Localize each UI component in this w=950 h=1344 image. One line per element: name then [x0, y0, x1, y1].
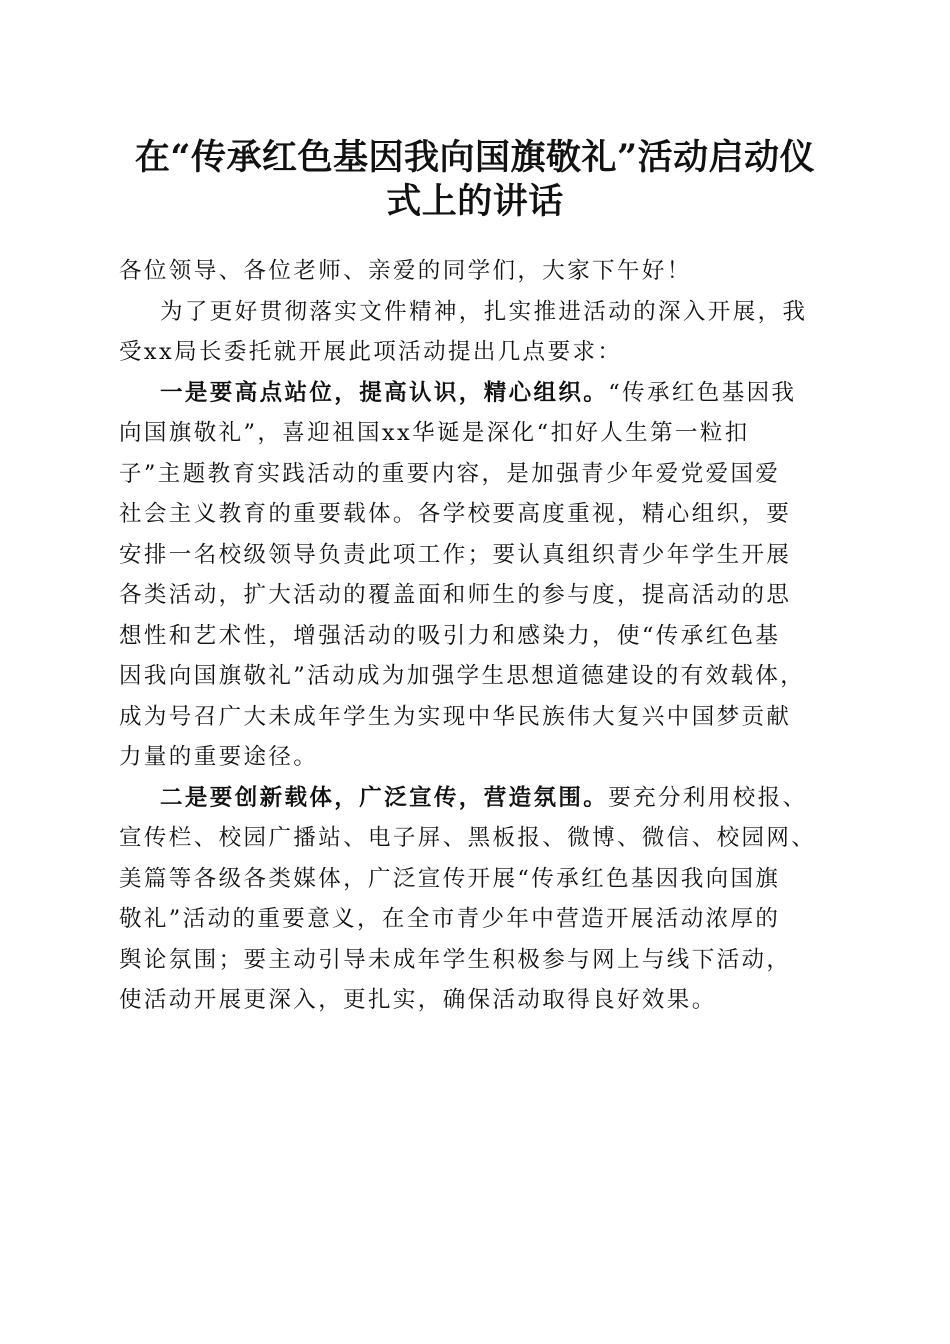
paragraph-line: 力量的重要途径。 [119, 744, 319, 770]
greeting: 各位领导、各位老师、亲爱的同学们，大家下午好！ [119, 258, 692, 284]
point-2-heading: 二是要创新载体，广泛宣传，营造氛围。 [160, 784, 609, 811]
paragraph-line: 社会主义教育的重要载体。各学校要高度重视，精心组织，要 [119, 501, 792, 527]
paragraph-line: 敬礼”活动的重要意义，在全市青少年中营造开展活动浓厚的 [119, 906, 781, 932]
paragraph-line: 向国旗敬礼”，喜迎祖国xx华诞是深化“扣好人生第一粒扣 [119, 420, 750, 446]
paragraph-line: 子”主题教育实践活动的重要内容，是加强青少年爱党爱国爱 [119, 460, 781, 487]
paragraph-line: 受xx局长委托就开展此项活动提出几点要求： [119, 339, 623, 365]
title-line-1: 在“传承红色基因我向国旗敬礼”活动启动仪 [134, 137, 816, 178]
paragraph-line: 成为号召广大未成年学生为实现中华民族伟大复兴中国梦贡献 [119, 703, 792, 730]
paragraph-line: 使活动开展更深入，更扎实，确保活动取得良好效果。 [119, 987, 717, 1013]
paragraph-text: 要充分利用校报、 [608, 784, 808, 811]
page-title [100, 136, 850, 224]
paragraph-line: 舆论氛围；要主动引导未成年学生积极参与网上与线下活动， [119, 946, 792, 973]
point-1-heading: 一是要高点站位，提高认识，精心组织。 [160, 379, 609, 406]
paragraph-line: 各类活动，扩大活动的覆盖面和师生的参与度，提高活动的思 [119, 582, 792, 608]
paragraph-text: “传承红色基因我 [608, 379, 797, 406]
point-2-paragraph [119, 778, 839, 1021]
paragraph-line: 因我向国旗敬礼”活动成为加强学生思想道德建设的有效载体， [119, 663, 806, 689]
document-body [119, 251, 839, 1021]
intro-paragraph [119, 292, 839, 373]
paragraph-line [119, 373, 839, 414]
paragraph-line: 为了更好贯彻落实文件精神，扎实推进活动的深入开展，我 [160, 298, 808, 325]
paragraph-line [119, 778, 839, 819]
point-1-paragraph [119, 373, 839, 778]
paragraph-line: 美篇等各级各类媒体，广泛宣传开展“传承红色基因我向国旗 [119, 865, 781, 892]
title-line-2: 式上的讲话 [386, 181, 564, 222]
paragraph-line: 安排一名校级领导负责此项工作；要认真组织青少年学生开展 [119, 541, 792, 568]
paragraph-line: 宣传栏、校园广播站、电子屏、黑板报、微博、微信、校园网、 [119, 825, 817, 851]
paragraph-line: 想性和艺术性，增强活动的吸引力和感染力，使“传承红色基 [119, 622, 781, 649]
